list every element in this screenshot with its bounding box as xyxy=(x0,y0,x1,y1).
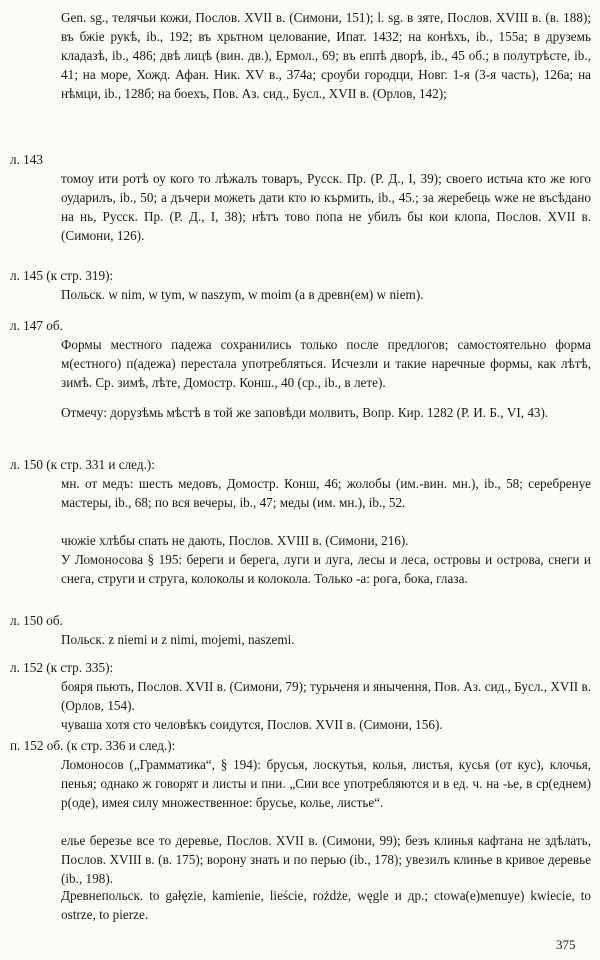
entry-paragraph: Ломоносов („Грамматика“, § 194): брусья, лоскутья, колья, листья, кусья (от кус), клочья, пенья; однако ж говорят и листы и пни. „Сии все употребляются и в ед. ч. на -ье, в ср(еднем) р(оде), имея силу множественное: брусье, колье, листье“. xyxy=(61,757,591,810)
entry-paragraph: У Ломоносова § 195: береги и берега, луги и луга, лесы и леса, островы и острова, снеги и снега, струги и струга, колоколы и колокола. Только -а: рога, бока, глаза. xyxy=(61,552,591,586)
entry-l145 xyxy=(0,267,600,313)
entry-marker: л. 145 (к стр. 319): xyxy=(10,268,114,283)
entry-paragraph: чюжіе хлѣбы спать не дають, Послов. XVIII в. (Симони, 216). xyxy=(61,533,409,548)
entry-marker: л. 152 (к стр. 335): xyxy=(10,660,114,675)
entry-paragraph: елье березье все то деревье, Послов. XVII в. (Симони, 99); безъ клинья кафтана не здѣлать, Послов. XVIII в. (в. 175); ворону знать и по перью (ib., 178); увезилъ клинье в кривое деревье (ib., 198). xyxy=(61,833,591,886)
entry-marker: п. 152 об. (к стр. 336 и след.): xyxy=(10,738,176,753)
entry-l150ob xyxy=(0,612,600,658)
entry-marker: л. 143 xyxy=(10,152,43,167)
entry-paragraph: мн. от медъ: шесть медовъ, Домостр. Конш, 46; жолобы (им.-вин. мн.), ib., 58; серебренуе мастеры, ib., 68; по вся вечеры, ib., 47; меды (им. мн.), ib., 52. xyxy=(61,476,591,510)
top-paragraph-block xyxy=(0,9,600,149)
entry-paragraph: томоу ити ротѣ оу кого то лѣжалъ товаръ, Русск. Пр. (Р. Д., I, 39); своего истьча кто же юго оударилъ, ib., 50; а дъчери можеть дати кто ю кърмить, ib., 45.; за жеребець wже не въсѣдано на нь, Русск. Пр. (Р. Д., I, 38); нѣтъ тово попа не убилъ бы кои клопа, Послов. XVII в. (Симони, 126). xyxy=(61,171,591,243)
entry-marker: л. 150 об. xyxy=(10,613,63,628)
entry-paragraph: бояря пьють, Послов. XVII в. (Симони, 79); турьченя и янычення, Пов. Аз. сид., Бусл., XVII в. (Орлов, 154). xyxy=(61,679,591,713)
entry-paragraph: чуваша хотя сто человѣкъ соидутся, Послов. XVII в. (Симони, 156). xyxy=(61,717,443,732)
entry-l147ob xyxy=(0,317,600,447)
entry-l152 xyxy=(0,659,600,735)
top-paragraph: Gen. sg., телячьи кожи, Послов. XVII в. (Симони, 151); l. sg. в зяте, Послов. XVIII в. (в. 188); въ бжіе рукѣ, ib., 192; въ хрьтном целование, Ипат. 1432; на конѣхъ, ib., 155а; в друземь кладазѣ, ib., 486; двѣ лицѣ (вин. дв.), Ермол., 69; въ еппѣ дворѣ, ib., 45 об.; в полутрѣсте, ib., 41; на море, Хожд. Афан. Ник. XV в., 374а; сроуби городци, Новг. 1-я (3-я часть), 126а; на нѣмци, ib., 128б; на боехъ, Пов. Аз. сид., Бусл., XVII в. (Орлов, 142); xyxy=(61,10,591,101)
entry-paragraph: Польск. z niemi и z nimi, mojemi, naszemi. xyxy=(61,632,295,647)
entry-l143 xyxy=(0,151,600,266)
entry-paragraph: Польск. w nim, w tym, w naszym, w moim (а в древн(ем) w niem). xyxy=(61,287,424,302)
entry-p152ob xyxy=(0,737,600,927)
entry-paragraph: Формы местного падежа сохранились только после предлогов; самостоятельно форма м(естного) п(адежа) перестала употребляться. Исчезли и такие наречные формы, как лѣтѣ, зимѣ. Ср. зимѣ, лѣте, Домостр. Конш., 40 (ср., ib., в лете). xyxy=(61,337,591,390)
entry-marker: л. 150 (к стр. 331 и след.): xyxy=(10,457,155,472)
page-number: 375 xyxy=(556,937,576,952)
entry-paragraph: Отмечу: дорузѣмь мѣстѣ в той же заповѣди молвить, Вопр. Кир. 1282 (Р. И. Б., VI, 43). xyxy=(61,405,549,420)
entry-paragraph: Древнепольск. to gałęzie, kamienie, lieście, rożdże, węgle и др.; сtowa(е)меnuye) kwiecie, to ostrze, to pierze. xyxy=(61,888,591,922)
entry-marker: л. 147 об. xyxy=(10,318,63,333)
entry-l150 xyxy=(0,456,600,606)
